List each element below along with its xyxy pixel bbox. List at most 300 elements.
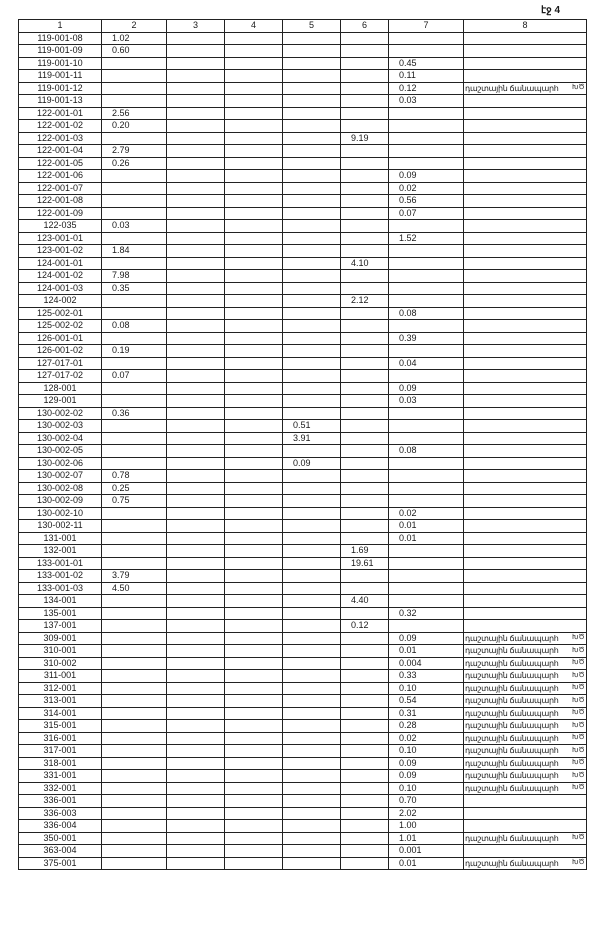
area-cell: 2.02: [389, 807, 464, 820]
land-type-cell: դաշտային ճանապարհ: [464, 670, 587, 683]
area-cell: [341, 582, 389, 595]
land-type-cell: [464, 107, 587, 120]
area-cell: [225, 95, 283, 108]
area-cell: [225, 457, 283, 470]
area-cell: [167, 620, 225, 633]
area-cell: [283, 557, 341, 570]
area-cell: [389, 45, 464, 58]
area-cell: [102, 645, 167, 658]
parcel-code-cell: 130-002-08: [19, 482, 102, 495]
area-cell: [389, 320, 464, 333]
area-cell: [341, 682, 389, 695]
area-cell: [389, 582, 464, 595]
area-cell: [341, 195, 389, 208]
area-cell: 0.01: [389, 520, 464, 533]
area-cell: [283, 482, 341, 495]
area-cell: [102, 432, 167, 445]
table-row: [19, 70, 587, 83]
table-row: [19, 632, 587, 645]
area-cell: [341, 770, 389, 783]
area-cell: 2.12: [341, 295, 389, 308]
area-cell: [167, 682, 225, 695]
area-cell: [167, 482, 225, 495]
area-cell: [341, 420, 389, 433]
area-cell: [167, 282, 225, 295]
area-cell: [389, 495, 464, 508]
area-cell: [389, 245, 464, 258]
area-cell: [341, 445, 389, 458]
area-cell: 0.20: [102, 120, 167, 133]
area-cell: 1.52: [389, 232, 464, 245]
area-cell: [341, 857, 389, 870]
land-type-cell: [464, 807, 587, 820]
area-cell: [225, 157, 283, 170]
area-cell: 0.07: [389, 207, 464, 220]
area-cell: [283, 507, 341, 520]
table-row: [19, 682, 587, 695]
area-cell: [102, 545, 167, 558]
table-row: [19, 182, 587, 195]
area-cell: 0.02: [389, 182, 464, 195]
land-type-cell: [464, 45, 587, 58]
parcel-code-cell: 124-001-01: [19, 257, 102, 270]
area-cell: [102, 757, 167, 770]
parcel-code-cell: 312-001: [19, 682, 102, 695]
area-cell: [283, 157, 341, 170]
area-cell: [283, 807, 341, 820]
land-type-cell: դաշտային ճանապարհ: [464, 720, 587, 733]
area-cell: [341, 382, 389, 395]
land-type-cell: դաշտային ճանապարհ: [464, 645, 587, 658]
area-cell: [102, 670, 167, 683]
area-cell: [225, 482, 283, 495]
parcel-code-cell: 130-002-06: [19, 457, 102, 470]
parcel-code-cell: 122-001-07: [19, 182, 102, 195]
land-type-cell: [464, 407, 587, 420]
area-cell: [102, 420, 167, 433]
area-cell: [283, 795, 341, 808]
area-cell: [341, 532, 389, 545]
land-type-cell: դաշտային ճանապարհ: [464, 782, 587, 795]
table-row: [19, 332, 587, 345]
parcel-code-cell: 124-001-02: [19, 270, 102, 283]
area-cell: [283, 245, 341, 258]
column-header: 6: [341, 20, 389, 33]
margin-note-mark: ԽԾ: [572, 659, 585, 666]
area-cell: [102, 845, 167, 858]
table-row: [19, 145, 587, 158]
land-type-cell: [464, 482, 587, 495]
area-cell: [341, 207, 389, 220]
parcel-code-cell: 375-001: [19, 857, 102, 870]
area-cell: [283, 370, 341, 383]
area-cell: [341, 345, 389, 358]
area-cell: [225, 645, 283, 658]
area-cell: [167, 720, 225, 733]
table-row: [19, 732, 587, 745]
header-row: [19, 20, 587, 33]
area-cell: [102, 820, 167, 833]
table-row: [19, 557, 587, 570]
area-cell: 0.10: [389, 782, 464, 795]
area-cell: [341, 145, 389, 158]
area-cell: [102, 857, 167, 870]
area-cell: [389, 282, 464, 295]
area-cell: [225, 145, 283, 158]
parcel-code-cell: 134-001: [19, 595, 102, 608]
column-header: 3: [167, 20, 225, 33]
area-cell: 0.01: [389, 645, 464, 658]
table-row: [19, 95, 587, 108]
area-cell: [167, 45, 225, 58]
table-row: [19, 82, 587, 95]
parcel-code-cell: 309-001: [19, 632, 102, 645]
table-row: [19, 357, 587, 370]
parcel-code-cell: 124-002: [19, 295, 102, 308]
land-parcel-table: [18, 19, 587, 870]
table-row: [19, 670, 587, 683]
area-cell: [225, 845, 283, 858]
area-cell: 0.31: [389, 707, 464, 720]
land-type-cell: [464, 145, 587, 158]
margin-note-mark: ԽԾ: [572, 671, 585, 679]
area-cell: 0.10: [389, 682, 464, 695]
land-type-cell: [464, 170, 587, 183]
parcel-code-cell: 123-001-02: [19, 245, 102, 258]
area-cell: [225, 507, 283, 520]
area-cell: [283, 95, 341, 108]
area-cell: [167, 370, 225, 383]
area-cell: 3.79: [102, 570, 167, 583]
area-cell: [167, 70, 225, 83]
area-cell: [225, 107, 283, 120]
column-header: 5: [283, 20, 341, 33]
area-cell: 0.02: [389, 732, 464, 745]
area-cell: [102, 357, 167, 370]
area-cell: [102, 382, 167, 395]
land-type-cell: [464, 845, 587, 858]
area-cell: [167, 132, 225, 145]
land-type-cell: [464, 32, 587, 45]
area-cell: [167, 670, 225, 683]
area-cell: 0.03: [389, 95, 464, 108]
area-cell: [167, 757, 225, 770]
area-cell: [167, 570, 225, 583]
column-header: 8: [464, 20, 587, 33]
table-row: [19, 607, 587, 620]
land-type-cell: [464, 132, 587, 145]
area-cell: [341, 32, 389, 45]
area-cell: 0.07: [102, 370, 167, 383]
margin-note-mark: ԽԾ: [572, 859, 585, 866]
table-row: [19, 45, 587, 58]
area-cell: [283, 307, 341, 320]
area-cell: [283, 620, 341, 633]
land-type-cell: [464, 445, 587, 458]
parcel-code-cell: 127-017-02: [19, 370, 102, 383]
table-row: [19, 32, 587, 45]
margin-note-mark: ԽԾ: [572, 646, 585, 654]
table-row: [19, 545, 587, 558]
land-type-cell: դաշտային ճանապարհ: [464, 857, 587, 870]
area-cell: [102, 182, 167, 195]
area-cell: [102, 782, 167, 795]
area-cell: 0.51: [283, 420, 341, 433]
area-cell: 19.61: [341, 557, 389, 570]
land-type-cell: [464, 220, 587, 233]
area-cell: [167, 732, 225, 745]
area-cell: 1.01: [389, 832, 464, 845]
table-row: [19, 820, 587, 833]
area-cell: [225, 832, 283, 845]
parcel-code-cell: 132-001: [19, 545, 102, 558]
land-type-cell: [464, 332, 587, 345]
table-row: [19, 845, 587, 858]
area-cell: [225, 282, 283, 295]
area-cell: [102, 707, 167, 720]
land-type-cell: [464, 532, 587, 545]
area-cell: [225, 370, 283, 383]
area-cell: [341, 432, 389, 445]
area-cell: [102, 232, 167, 245]
parcel-code-cell: 119-001-09: [19, 45, 102, 58]
area-cell: 0.03: [102, 220, 167, 233]
area-cell: [389, 107, 464, 120]
area-cell: [389, 132, 464, 145]
parcel-code-cell: 119-001-11: [19, 70, 102, 83]
parcel-code-cell: 135-001: [19, 607, 102, 620]
area-cell: [225, 420, 283, 433]
area-cell: [102, 332, 167, 345]
area-cell: 0.04: [389, 357, 464, 370]
area-cell: [225, 707, 283, 720]
area-cell: [102, 632, 167, 645]
table-row: [19, 695, 587, 708]
area-cell: [225, 695, 283, 708]
area-cell: [167, 445, 225, 458]
area-cell: [389, 257, 464, 270]
parcel-code-cell: 363-004: [19, 845, 102, 858]
area-cell: [283, 182, 341, 195]
land-type-cell: [464, 545, 587, 558]
area-cell: [225, 195, 283, 208]
land-type-cell: [464, 395, 587, 408]
area-cell: [167, 182, 225, 195]
parcel-code-cell: 129-001: [19, 395, 102, 408]
area-cell: [341, 507, 389, 520]
area-cell: [341, 320, 389, 333]
parcel-code-cell: 122-001-03: [19, 132, 102, 145]
area-cell: [167, 820, 225, 833]
margin-note-mark: ԽԾ: [572, 709, 585, 716]
area-cell: [341, 482, 389, 495]
land-type-cell: դաշտային ճանապարհ: [464, 695, 587, 708]
area-cell: [283, 32, 341, 45]
land-type-cell: [464, 295, 587, 308]
area-cell: 0.26: [102, 157, 167, 170]
area-cell: [389, 145, 464, 158]
area-cell: [225, 432, 283, 445]
area-cell: [283, 195, 341, 208]
land-type-cell: [464, 257, 587, 270]
area-cell: [167, 832, 225, 845]
land-type-cell: դաշտային ճանապարհ: [464, 770, 587, 783]
area-cell: [389, 482, 464, 495]
area-cell: 0.60: [102, 45, 167, 58]
parcel-code-cell: 310-002: [19, 657, 102, 670]
area-cell: [341, 570, 389, 583]
parcel-code-cell: 128-001: [19, 382, 102, 395]
area-cell: [102, 507, 167, 520]
area-cell: [389, 545, 464, 558]
area-cell: [102, 520, 167, 533]
area-cell: 0.09: [389, 632, 464, 645]
area-cell: [225, 570, 283, 583]
table-row: [19, 370, 587, 383]
parcel-code-cell: 336-001: [19, 795, 102, 808]
area-cell: [102, 682, 167, 695]
area-cell: [167, 657, 225, 670]
area-cell: [225, 295, 283, 308]
area-cell: 3.91: [283, 432, 341, 445]
table-body: [19, 32, 587, 870]
parcel-code-cell: 313-001: [19, 695, 102, 708]
area-cell: [283, 395, 341, 408]
margin-note-mark: ԽԾ: [572, 759, 585, 766]
table-row: [19, 420, 587, 433]
area-cell: [225, 470, 283, 483]
area-cell: [389, 570, 464, 583]
table-row: [19, 245, 587, 258]
area-cell: 0.12: [389, 82, 464, 95]
margin-note-mark: ԽԾ: [572, 684, 585, 691]
parcel-code-cell: 137-001: [19, 620, 102, 633]
area-cell: [167, 520, 225, 533]
area-cell: [341, 395, 389, 408]
area-cell: [389, 595, 464, 608]
area-cell: [102, 732, 167, 745]
area-cell: 0.09: [283, 457, 341, 470]
area-cell: [283, 445, 341, 458]
area-cell: [167, 245, 225, 258]
area-cell: [167, 82, 225, 95]
margin-note-mark: ԽԾ: [572, 746, 585, 754]
area-cell: [283, 757, 341, 770]
area-cell: 1.00: [389, 820, 464, 833]
table-row: [19, 457, 587, 470]
area-cell: [225, 345, 283, 358]
area-cell: [341, 120, 389, 133]
area-cell: [283, 107, 341, 120]
area-cell: [389, 120, 464, 133]
area-cell: [225, 607, 283, 620]
area-cell: [283, 257, 341, 270]
area-cell: [102, 132, 167, 145]
area-cell: [341, 107, 389, 120]
area-cell: [167, 320, 225, 333]
area-cell: 0.56: [389, 195, 464, 208]
land-type-cell: [464, 795, 587, 808]
area-cell: [341, 457, 389, 470]
area-cell: [389, 220, 464, 233]
land-type-cell: [464, 57, 587, 70]
area-cell: [167, 582, 225, 595]
parcel-code-cell: 315-001: [19, 720, 102, 733]
area-cell: [102, 620, 167, 633]
area-cell: 9.19: [341, 132, 389, 145]
area-cell: [341, 732, 389, 745]
area-cell: 0.54: [389, 695, 464, 708]
land-type-cell: [464, 157, 587, 170]
area-cell: [167, 307, 225, 320]
area-cell: [102, 295, 167, 308]
area-cell: [167, 695, 225, 708]
table-row: [19, 657, 587, 670]
area-cell: [283, 857, 341, 870]
table-row: [19, 582, 587, 595]
parcel-code-cell: 122-001-04: [19, 145, 102, 158]
area-cell: [167, 845, 225, 858]
area-cell: [341, 820, 389, 833]
area-cell: [167, 32, 225, 45]
area-cell: [167, 107, 225, 120]
land-type-cell: [464, 370, 587, 383]
parcel-code-cell: 350-001: [19, 832, 102, 845]
area-cell: [102, 807, 167, 820]
area-cell: [167, 145, 225, 158]
area-cell: 0.004: [389, 657, 464, 670]
parcel-code-cell: 122-001-02: [19, 120, 102, 133]
area-cell: [225, 595, 283, 608]
area-cell: [341, 807, 389, 820]
area-cell: [389, 295, 464, 308]
table-row: [19, 57, 587, 70]
area-cell: [167, 207, 225, 220]
area-cell: 0.09: [389, 170, 464, 183]
area-cell: [167, 857, 225, 870]
area-cell: [102, 595, 167, 608]
land-type-cell: [464, 607, 587, 620]
area-cell: 0.75: [102, 495, 167, 508]
parcel-code-cell: 133-001-02: [19, 570, 102, 583]
area-cell: 1.02: [102, 32, 167, 45]
area-cell: [225, 320, 283, 333]
area-cell: 4.10: [341, 257, 389, 270]
area-cell: [341, 795, 389, 808]
area-cell: 0.09: [389, 770, 464, 783]
area-cell: [102, 307, 167, 320]
table-row: [19, 807, 587, 820]
area-cell: [102, 57, 167, 70]
land-type-cell: [464, 570, 587, 583]
area-cell: [167, 345, 225, 358]
area-cell: [225, 495, 283, 508]
area-cell: [283, 645, 341, 658]
area-cell: [167, 157, 225, 170]
area-cell: [283, 207, 341, 220]
table-row: [19, 782, 587, 795]
table-row: [19, 170, 587, 183]
area-cell: [341, 495, 389, 508]
area-cell: 0.35: [102, 282, 167, 295]
area-cell: 0.01: [389, 857, 464, 870]
area-cell: [167, 545, 225, 558]
area-cell: [225, 232, 283, 245]
area-cell: [341, 157, 389, 170]
area-cell: [341, 720, 389, 733]
area-cell: [102, 795, 167, 808]
area-cell: [341, 745, 389, 758]
